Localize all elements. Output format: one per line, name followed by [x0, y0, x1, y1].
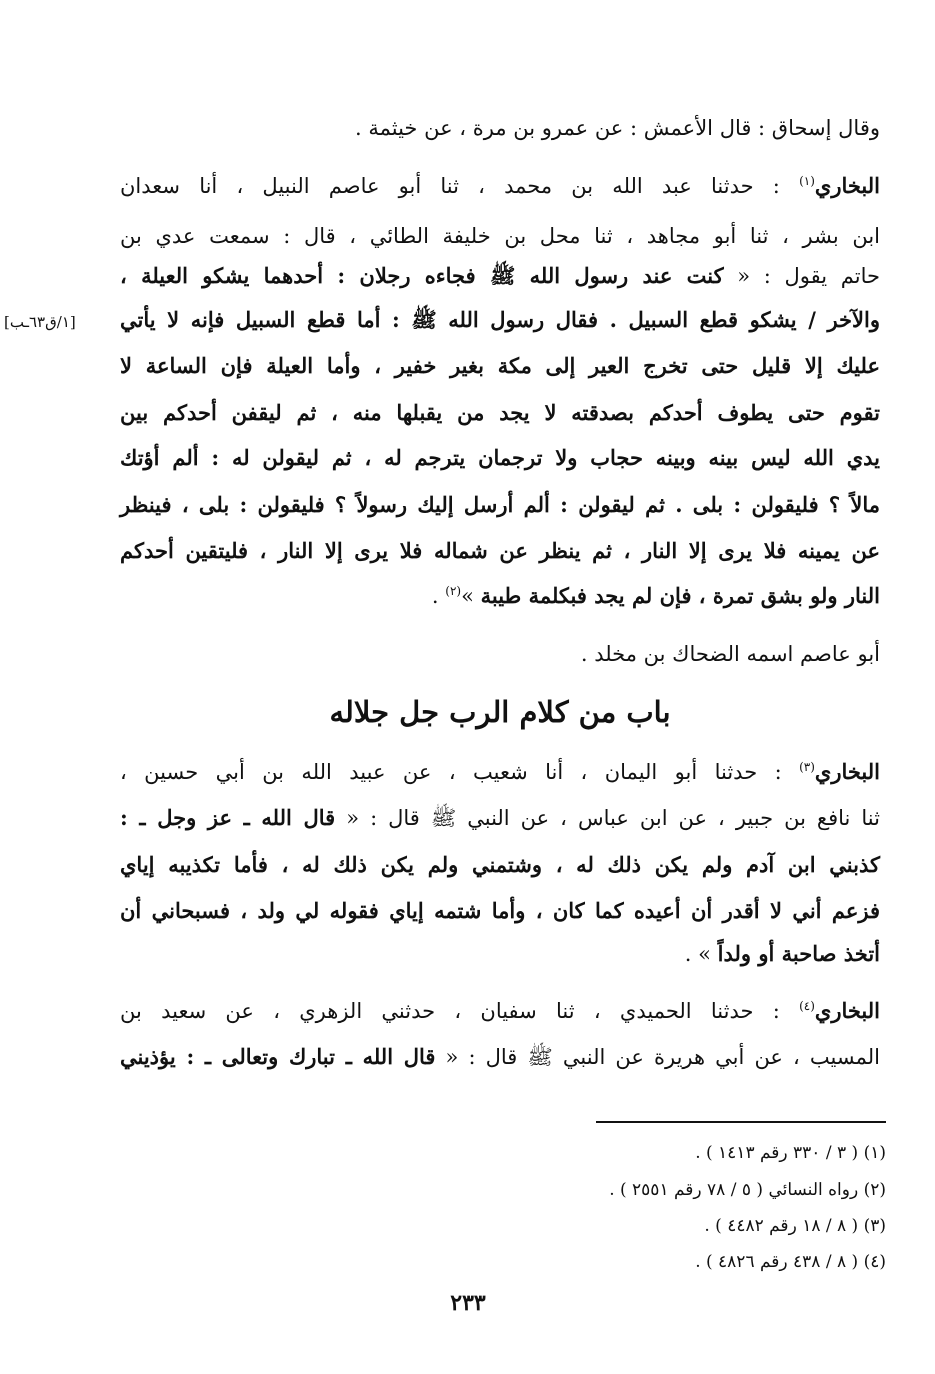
quote-close: »	[461, 584, 481, 608]
text-line-4	[120, 258, 880, 294]
quote-close: » .	[684, 942, 718, 966]
narrator-name: البخاري	[814, 173, 880, 198]
text-line-11	[120, 578, 880, 614]
text-line-2	[120, 168, 880, 204]
text-line-9	[120, 487, 880, 523]
text-line-15	[120, 847, 880, 883]
footnote-ref: (٣)	[799, 760, 815, 774]
text-line-14	[120, 800, 880, 836]
narrator-name: البخاري	[814, 759, 880, 784]
line-text: : حدثنا أبو اليمان ، أنا شعيب ، عن عبيد الله بن أبي حسين ،	[120, 760, 800, 784]
line-text: .	[431, 584, 446, 608]
line-text: : حدثنا عبد الله بن محمد ، ثنا أبو عاصم النبيل ، أنا سعدان	[120, 174, 800, 198]
hadith-text: النار ولو بشق تمرة ، فإن لم يجد فبكلمة طيبة	[480, 583, 880, 608]
hadith-text: والآخر / يشكو قطع السبيل . فقال رسول الله ﷺ : أما قطع السبيل فإنه لا يأتي	[120, 307, 880, 332]
hadith-text: عن يمينه فلا يرى إلا النار ، ثم ينظر عن شماله فلا يرى إلا النار ، فليتقين أحدكم	[120, 538, 880, 563]
line-text: وقال إسحاق : قال الأعمش : عن عمرو بن مرة ، عن خيثمة .	[355, 116, 880, 140]
footnote-3: (٣) ( ٨ / ١٨ رقم ٤٤٨٢ ) .	[704, 1216, 886, 1236]
manuscript-folio-note: [١/ق٦٣ـب]	[4, 313, 76, 331]
text-line-3	[120, 218, 880, 254]
text-line-8	[120, 440, 880, 476]
line-text: ثنا نافع بن جبير ، عن ابن عباس ، عن النبي ﷺ قال : «	[335, 806, 880, 830]
text-line-6	[120, 348, 880, 384]
footnote-ref: (١)	[799, 174, 815, 188]
hadith-text: عليك إلا قليل حتى تخرج العير إلى مكة بغير خفير ، وأما العيلة فإن الساعة لا	[120, 353, 880, 378]
page-number: ٢٣٣	[450, 1290, 486, 1316]
line-text: أبو عاصم اسمه الضحاك بن مخلد .	[580, 642, 880, 666]
footnote-divider	[596, 1121, 886, 1123]
text-line-10	[120, 533, 880, 569]
text-line-12	[120, 636, 880, 672]
text-line-19	[120, 1039, 880, 1075]
text-line-1	[120, 110, 880, 146]
line-text: حاتم يقول : «	[723, 264, 880, 288]
hadith-text: تقوم حتى يطوف أحدكم بصدقته لا يجد من يقبلها منه ، ثم ليقفن أحدكم بين	[120, 400, 880, 425]
footnote-ref: (٢)	[445, 584, 462, 598]
text-line-16	[120, 893, 880, 929]
line-text: : حدثنا الحميدي ، ثنا سفيان ، حدثني الزهري ، عن سعيد بن	[120, 999, 800, 1023]
hadith-text: أتخذ صاحبة أو ولداً	[717, 941, 880, 966]
hadith-text: قال الله ـ عز وجل ـ :	[120, 805, 336, 830]
hadith-text: كنت عند رسول الله ﷺ فجاءه رجلان : أحدهما يشكو العيلة ،	[120, 263, 724, 288]
text-line-18	[120, 993, 880, 1029]
narrator-name: البخاري	[814, 998, 880, 1023]
hadith-text: يدي الله ليس بينه وبينه حجاب ولا ترجمان يترجم له ، ثم ليقولن له : ألم أؤتك	[120, 445, 880, 470]
hadith-text: فزعم أني لا أقدر أن أعيده كما كان ، وأما شتمه إياي فقوله لي ولد ، فسبحاني أن	[120, 898, 880, 923]
text-line-5	[120, 302, 880, 338]
footnote-4: (٤) ( ٨ / ٤٣٨ رقم ٤٨٢٦ ) .	[695, 1252, 886, 1272]
footnote-1: (١) ( ٣ / ٣٣٠ رقم ١٤١٣ ) .	[695, 1143, 886, 1163]
text-line-17	[120, 936, 880, 972]
line-text: المسيب ، عن أبي هريرة عن النبي ﷺ قال : «	[435, 1045, 880, 1069]
footnote-ref: (٤)	[799, 999, 815, 1013]
line-text: ابن بشر ، ثنا أبو مجاهد ، ثنا محل بن خليفة الطائي ، قال : سمعت عدي بن	[120, 224, 880, 248]
footnote-2: (٢) رواه النسائي ( ٥ / ٧٨ رقم ٢٥٥١ ) .	[609, 1180, 886, 1200]
chapter-heading: باب من كلام الرب جل جلاله	[329, 695, 671, 729]
hadith-text: كذبني ابن آدم ولم يكن ذلك له ، وشتمني ولم يكن ذلك له ، فأما تكذيبه إياي	[120, 852, 880, 877]
hadith-text: قال الله ـ تبارك وتعالى ـ : يؤذيني	[120, 1044, 436, 1069]
hadith-text: مالاً ؟ فليقولن : بلى . ثم ليقولن : ألم أرسل إليك رسولاً ؟ فليقولن : بلى ، فينظر	[120, 492, 880, 517]
text-line-7	[120, 395, 880, 431]
text-line-13	[120, 754, 880, 790]
